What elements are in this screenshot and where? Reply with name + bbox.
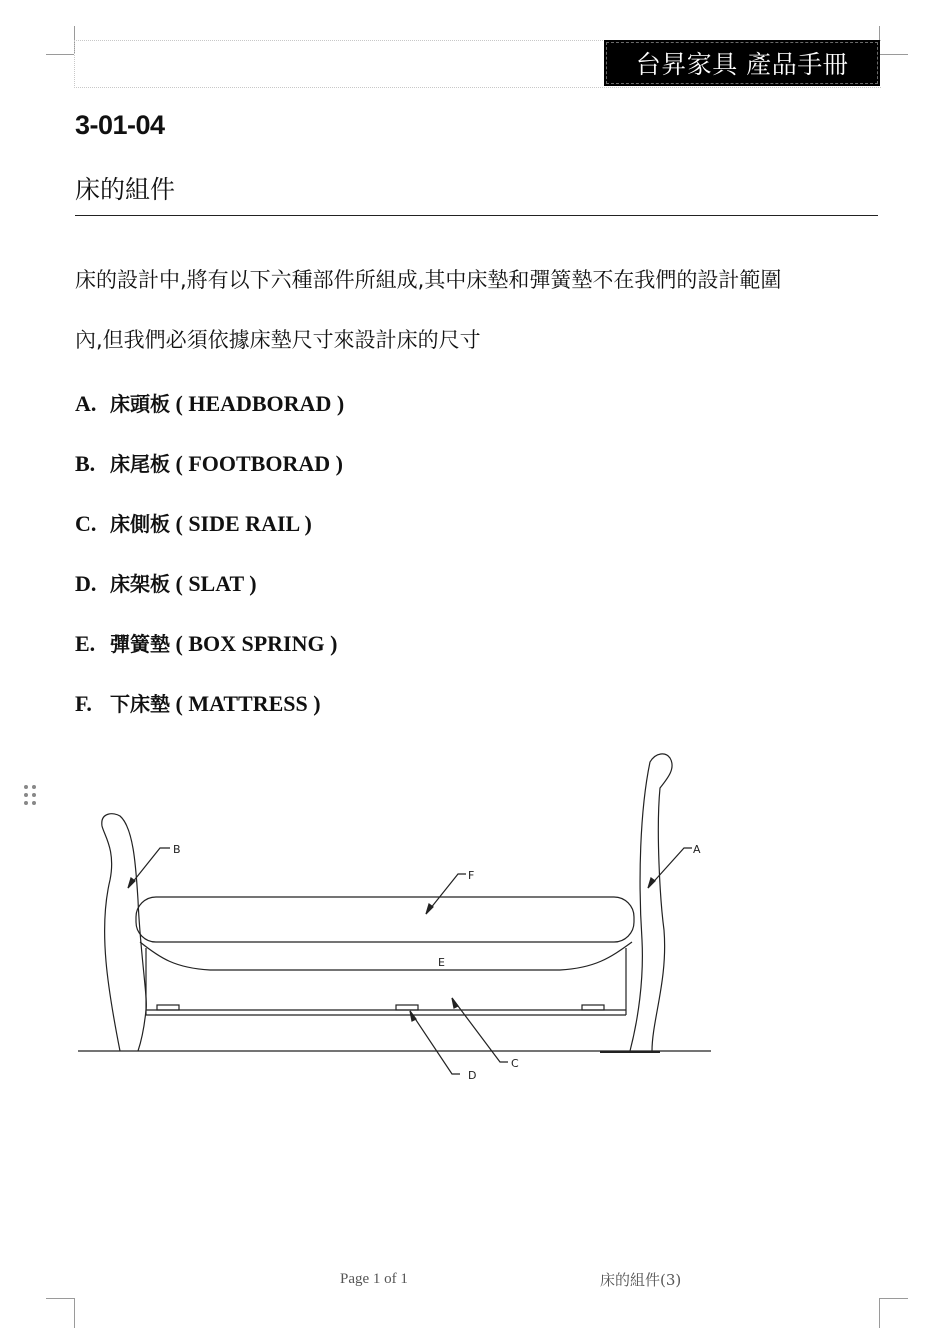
intro-line-2: 內,但我們必須依據床墊尺寸來設計床的尺寸 (75, 328, 481, 352)
label-e: E (438, 956, 445, 969)
part-letter: B. (75, 451, 96, 476)
part-name-en: ( BOX SPRING ) (170, 631, 338, 656)
leader-c (452, 998, 508, 1062)
arrow-d (410, 1011, 416, 1021)
label-d: D (468, 1069, 477, 1082)
list-item (75, 688, 344, 748)
arrow-f (426, 904, 433, 914)
drag-handle-icon[interactable] (22, 784, 38, 806)
crop-mark-top-right-h (880, 54, 908, 55)
arrow-b (128, 878, 135, 888)
crop-mark-bottom-right-h (880, 1298, 908, 1299)
bed-diagram (60, 740, 730, 1090)
crop-mark-bottom-left-v (74, 1298, 75, 1328)
part-letter: D. (75, 571, 97, 596)
mattress-outline (136, 897, 634, 942)
list-item (75, 448, 344, 508)
brand-title: 台昇家具 產品手冊 (604, 40, 880, 86)
document-title: 床的組件 (75, 175, 176, 204)
footboard-outline (102, 814, 147, 1051)
part-letter: E. (75, 631, 96, 656)
part-name-en: ( FOOTBORAD ) (170, 451, 343, 476)
part-name-en: ( HEADBORAD ) (170, 391, 345, 416)
crop-mark-bottom-left-h (46, 1298, 74, 1299)
box-spring-outline (140, 942, 632, 970)
part-letter: C. (75, 511, 97, 536)
title-divider (75, 215, 878, 216)
part-name-zh: 床側板 (110, 512, 170, 536)
part-name-zh: 彈簧墊 (110, 632, 170, 656)
crop-mark-bottom-right-v (879, 1298, 880, 1328)
slat-3 (582, 1005, 604, 1010)
footer-document-ref: 床的組件(3) (600, 1271, 682, 1289)
part-letter: A. (75, 391, 97, 416)
part-name-zh: 床架板 (110, 572, 170, 596)
crop-mark-top-left-h (46, 54, 74, 55)
label-b: B (173, 843, 181, 856)
part-name-en: ( SIDE RAIL ) (170, 511, 312, 536)
part-name-zh: 床頭板 (110, 392, 170, 416)
leader-d (410, 1011, 460, 1074)
arrow-a (648, 878, 655, 888)
label-c: C (511, 1057, 519, 1070)
slat-2 (396, 1005, 418, 1010)
part-name-en: ( MATTRESS ) (170, 691, 321, 716)
part-letter: F. (75, 691, 92, 716)
headboard-outline (630, 754, 672, 1051)
list-item (75, 388, 344, 448)
label-f: F (468, 869, 475, 882)
part-name-zh: 下床墊 (110, 692, 170, 716)
list-item (75, 508, 344, 568)
list-item (75, 628, 344, 688)
intro-paragraph (75, 250, 885, 370)
label-a: A (693, 843, 701, 856)
part-name-zh: 床尾板 (110, 452, 170, 476)
list-item (75, 568, 344, 628)
parts-list (75, 388, 344, 748)
arrow-c (452, 998, 458, 1008)
slat-1 (157, 1005, 179, 1010)
intro-line-1: 床的設計中,將有以下六種部件所組成,其中床墊和彈簧墊不在我們的設計範圍 (75, 268, 782, 292)
part-name-en: ( SLAT ) (170, 571, 257, 596)
document-code: 3-01-04 (75, 110, 165, 140)
footer-page-number: Page 1 of 1 (340, 1271, 408, 1287)
